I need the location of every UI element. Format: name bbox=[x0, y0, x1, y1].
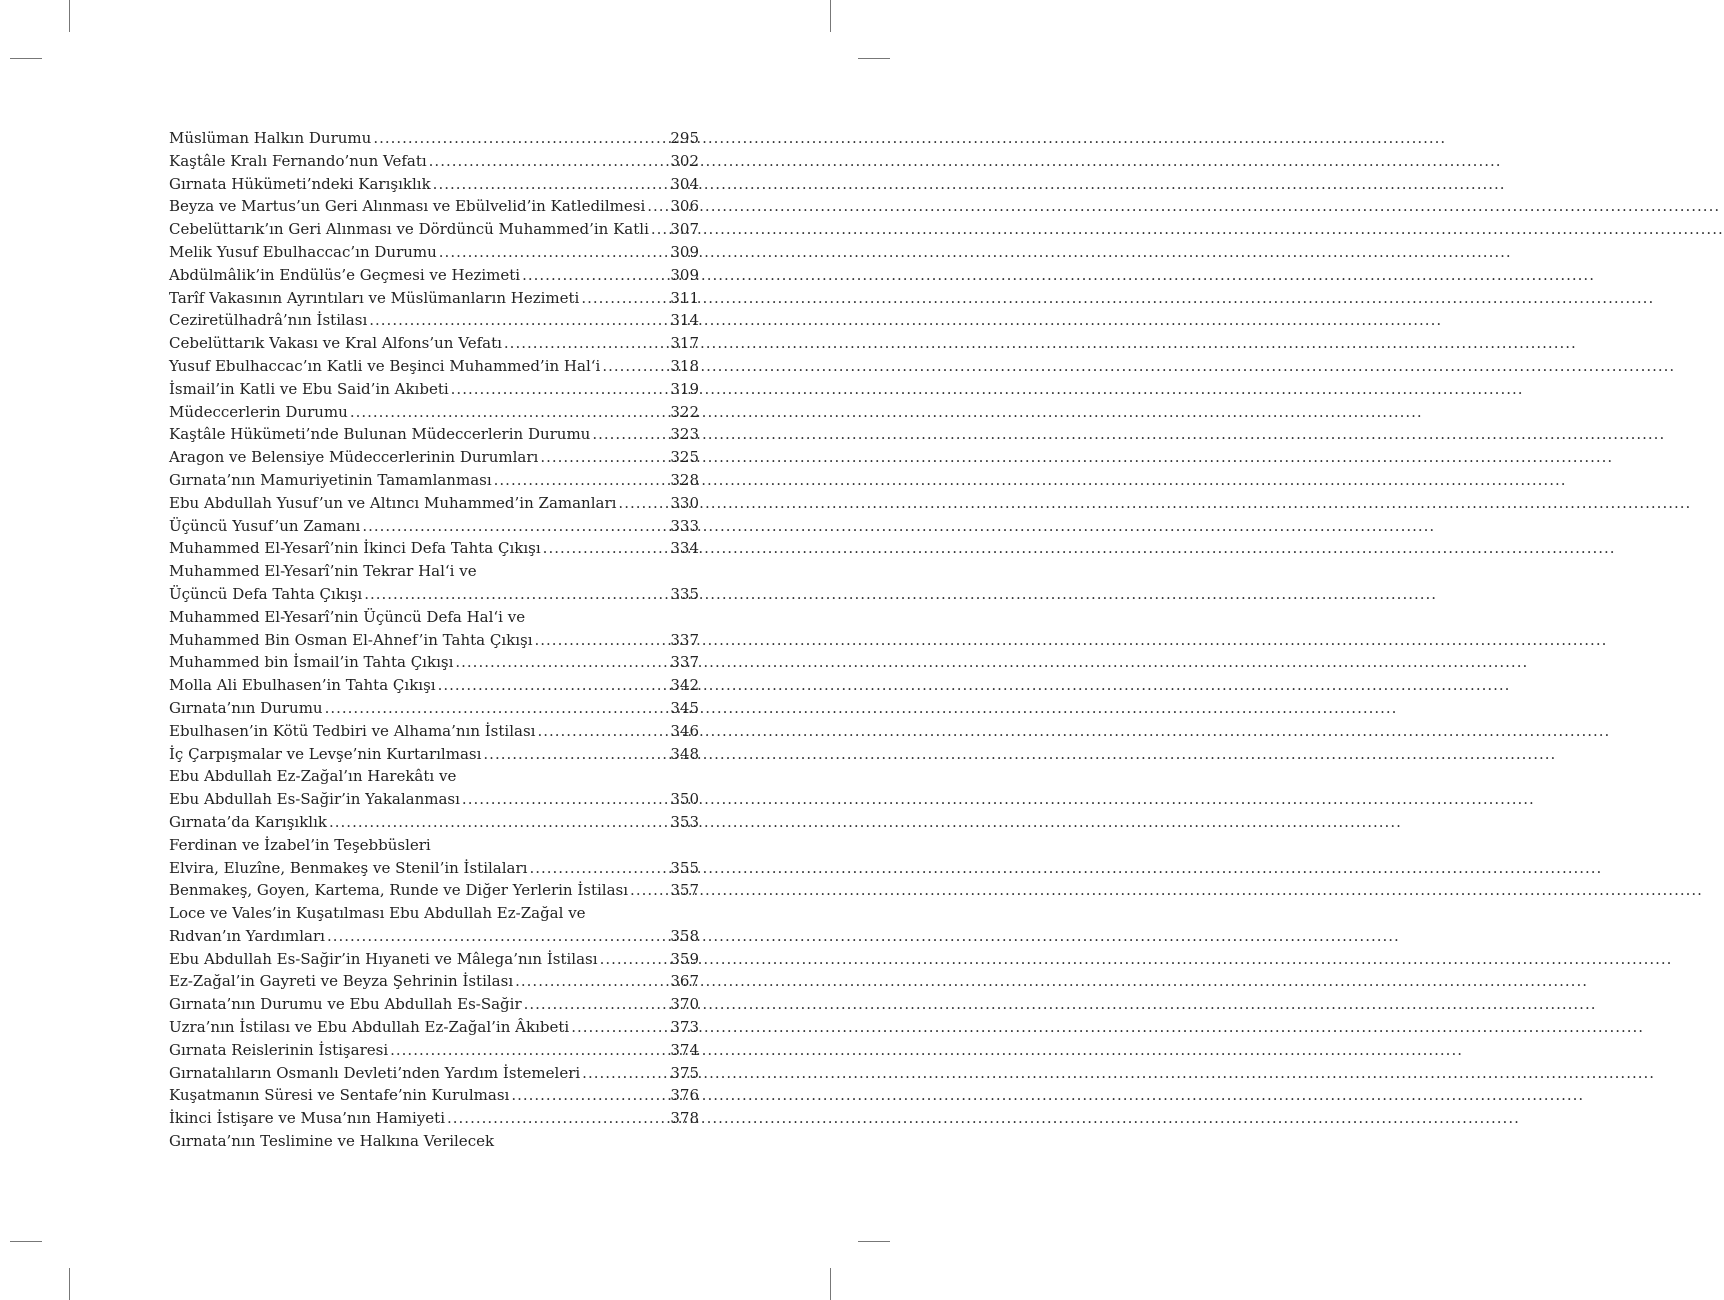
toc-entry-title: Gırnata’nın Durumu ve Ebu Abdullah Es-Sağir bbox=[169, 995, 522, 1014]
toc-entry-page: 353 bbox=[670, 812, 699, 831]
dot-leader bbox=[369, 309, 668, 332]
toc-entry bbox=[169, 879, 699, 902]
toc-entry bbox=[169, 423, 699, 446]
dot-leader bbox=[540, 446, 668, 469]
toc-entry-title: Ceziretülhadrâ’nın İstilası bbox=[169, 311, 368, 330]
toc-entry bbox=[169, 309, 699, 332]
dot-leader bbox=[373, 127, 668, 150]
toc-entry bbox=[169, 902, 699, 925]
crop-mark bbox=[830, 1268, 831, 1300]
toc-entry bbox=[169, 355, 699, 378]
toc-entry-page: 333 bbox=[670, 516, 699, 535]
dot-leader bbox=[529, 857, 668, 880]
toc-entry-page: 309 bbox=[670, 265, 699, 284]
toc-entry-title: Abdülmâlik’in Endülüs’e Geçmesi ve Hezimeti bbox=[169, 265, 521, 284]
toc-entry-title: İsmail’in Katli ve Ebu Said’in Akıbeti bbox=[169, 379, 449, 398]
dot-leader bbox=[429, 150, 669, 173]
toc-entry-page: 318 bbox=[670, 356, 699, 375]
toc-entry-page: 345 bbox=[670, 698, 699, 717]
dot-leader bbox=[651, 218, 668, 241]
dot-leader bbox=[630, 879, 668, 902]
toc-entry-page: 375 bbox=[670, 1063, 699, 1082]
toc-entry-title: Gırnata’nın Durumu bbox=[169, 698, 323, 717]
toc-entry-page: 374 bbox=[670, 1040, 699, 1059]
toc-entry bbox=[169, 492, 699, 515]
toc-entry-page: 378 bbox=[670, 1109, 699, 1128]
toc-entry bbox=[169, 401, 699, 424]
toc-entry-page: 337 bbox=[670, 653, 699, 672]
toc-entry bbox=[169, 332, 699, 355]
dot-leader bbox=[439, 241, 669, 264]
toc-entry bbox=[169, 264, 699, 287]
toc-entry-title: Gırnata Reislerinin İstişaresi bbox=[169, 1040, 389, 1059]
toc-entry-page: 295 bbox=[670, 129, 699, 147]
toc-entry bbox=[169, 537, 699, 560]
toc-entry bbox=[169, 674, 699, 697]
toc-entry-title: Ferdinan ve İzabel’in Teşebbüsleri bbox=[169, 835, 431, 854]
toc-entry-page: 319 bbox=[670, 379, 699, 398]
toc-entry bbox=[169, 834, 699, 857]
toc-entry bbox=[169, 469, 699, 492]
toc-entry bbox=[169, 857, 699, 880]
dot-leader bbox=[451, 378, 669, 401]
dot-leader bbox=[543, 537, 669, 560]
dot-leader bbox=[494, 469, 669, 492]
toc-entry-title: Benmakeş, Goyen, Kartema, Runde ve Diğer Yerlerin İstilası bbox=[169, 881, 629, 900]
dot-leader bbox=[350, 401, 669, 424]
dot-leader bbox=[515, 970, 668, 993]
toc-entry-page: 350 bbox=[670, 790, 699, 809]
crop-mark bbox=[10, 1241, 42, 1242]
toc-entry bbox=[169, 173, 699, 196]
toc-entry bbox=[169, 583, 699, 606]
toc-entry bbox=[169, 925, 699, 948]
dot-leader bbox=[483, 743, 668, 766]
toc-entry bbox=[169, 993, 699, 1016]
toc-entry-title: Yusuf Ebulhaccac’ın Katli ve Beşinci Muhammed’in Hal‘i bbox=[169, 356, 601, 375]
dot-leader bbox=[362, 515, 668, 538]
toc-entry-title: Müslüman Halkın Durumu bbox=[169, 129, 372, 147]
toc-entry-title: Gırnata’nın Mamuriyetinin Tamamlanması bbox=[169, 470, 492, 489]
crop-mark bbox=[858, 1241, 890, 1242]
dot-leader bbox=[438, 674, 669, 697]
toc-entry-title: İç Çarpışmalar ve Levşe’nin Kurtarılması bbox=[169, 744, 482, 763]
crop-mark bbox=[69, 0, 70, 32]
toc-entry-page: 334 bbox=[670, 539, 699, 558]
toc-entry-title: Beyza ve Martus’un Geri Alınması ve Ebülvelid’in Katledilmesi bbox=[169, 197, 646, 216]
dot-leader bbox=[329, 811, 668, 834]
toc-entry-page: 357 bbox=[670, 881, 699, 900]
toc-entry-title: Ebu Abdullah Yusuf’un ve Altıncı Muhammed’in Zamanları bbox=[169, 493, 617, 512]
toc-entry bbox=[169, 697, 699, 720]
dot-leader bbox=[504, 332, 668, 355]
toc-entry-title: Ebu Abdullah Es-Sağir’in Yakalanması bbox=[169, 790, 460, 809]
toc-entry bbox=[169, 218, 699, 241]
toc-entry-title: Müdeccerlerin Durumu bbox=[169, 402, 348, 421]
dot-leader bbox=[524, 993, 669, 1016]
toc-entry bbox=[169, 970, 699, 993]
toc-entry bbox=[169, 127, 699, 150]
toc-entry-page: 307 bbox=[670, 220, 699, 239]
toc-entry-page: 355 bbox=[670, 858, 699, 877]
toc-entry-title: Elvira, Eluzîne, Benmakeş ve Stenil’in İstilaları bbox=[169, 858, 528, 877]
dot-leader bbox=[647, 195, 668, 218]
dot-leader bbox=[447, 1107, 668, 1130]
dot-leader bbox=[581, 287, 668, 310]
toc-entry-page: 325 bbox=[670, 448, 699, 467]
toc-entry-title: Muhammed El-Yesarî’nin İkinci Defa Tahta Çıkışı bbox=[169, 539, 541, 558]
toc-entry-page: 346 bbox=[670, 721, 699, 740]
toc-entry-page: 373 bbox=[670, 1018, 699, 1037]
dot-leader bbox=[455, 651, 668, 674]
dot-leader bbox=[327, 925, 668, 948]
toc-entry-page: 342 bbox=[670, 676, 699, 695]
toc-entry bbox=[169, 241, 699, 264]
toc-entry bbox=[169, 743, 699, 766]
dot-leader bbox=[592, 423, 668, 446]
toc-entry-title: Muhammed Bin Osman El-Ahnef’in Tahta Çıkışı bbox=[169, 630, 533, 649]
toc-entry-page: 376 bbox=[670, 1086, 699, 1105]
crop-mark bbox=[69, 1268, 70, 1300]
toc-entry-title: Rıdvan’ın Yardımları bbox=[169, 926, 325, 945]
toc-entry-title: Melik Yusuf Ebulhaccac’ın Durumu bbox=[169, 242, 437, 261]
toc-entry-title: Cebelüttarık Vakası ve Kral Alfons’un Vefatı bbox=[169, 334, 502, 353]
crop-mark bbox=[858, 58, 890, 59]
toc-entry-page: 328 bbox=[670, 470, 699, 489]
toc-entry-page: 348 bbox=[670, 744, 699, 763]
dot-leader bbox=[390, 1039, 668, 1062]
dot-leader bbox=[618, 492, 668, 515]
toc-entry bbox=[169, 446, 699, 469]
dot-leader bbox=[600, 948, 669, 971]
toc-entry-page: 306 bbox=[670, 197, 699, 216]
toc-entry-page: 367 bbox=[670, 972, 699, 991]
toc-entry bbox=[169, 195, 699, 218]
toc-entry-title: Ebu Abdullah Es-Sağir’in Hıyaneti ve Mâlega’nın İstilası bbox=[169, 949, 598, 968]
toc-entry bbox=[169, 378, 699, 401]
toc-entry-page: 302 bbox=[670, 151, 699, 170]
toc-entry-title: İkinci İstişare ve Musa’nın Hamiyeti bbox=[169, 1109, 445, 1128]
toc-entry bbox=[169, 606, 699, 629]
toc-entry-title: Uzra’nın İstilası ve Ebu Abdullah Ez-Zağal’in Âkıbeti bbox=[169, 1018, 570, 1037]
toc-entry-title: Muhammed El-Yesarî’nin Tekrar Hal‘i ve bbox=[169, 562, 477, 581]
toc-entry bbox=[169, 720, 699, 743]
dot-leader bbox=[537, 720, 668, 743]
toc-entry-page: 323 bbox=[670, 425, 699, 444]
dot-leader bbox=[535, 629, 669, 652]
toc-entry bbox=[169, 1016, 699, 1039]
toc-entry-title: Ez-Zağal’in Gayreti ve Beyza Şehrinin İstilası bbox=[169, 972, 514, 991]
toc-entry-page: 317 bbox=[670, 334, 699, 353]
toc-entry-title: Aragon ve Belensiye Müdeccerlerinin Durumları bbox=[169, 448, 539, 467]
toc-entry-title: Cebelüttarık’ın Geri Alınması ve Dördüncü Muhammed’in Katli bbox=[169, 220, 649, 239]
toc-entry-title: Tarîf Vakasının Ayrıntıları ve Müslümanların Hezimeti bbox=[169, 288, 580, 307]
toc-entry-page: 335 bbox=[670, 584, 699, 603]
toc-entry-title: Üçüncü Defa Tahta Çıkışı bbox=[169, 584, 363, 603]
toc-entry bbox=[169, 651, 699, 674]
toc-entry-page: 358 bbox=[670, 926, 699, 945]
dot-leader bbox=[433, 173, 669, 196]
dot-leader bbox=[522, 264, 668, 287]
toc-entry-title: Muhammed El-Yesarî’nin Üçüncü Defa Hal‘i ve bbox=[169, 607, 526, 626]
toc-entry-title: Gırnatalıların Osmanlı Devleti’nden Yardım İstemeleri bbox=[169, 1063, 581, 1082]
toc-entry-page: 330 bbox=[670, 493, 699, 512]
toc-entry-page: 337 bbox=[670, 630, 699, 649]
toc-entry bbox=[169, 1107, 699, 1130]
dot-leader bbox=[582, 1062, 668, 1085]
toc-entry-title: Gırnata Hükümeti’ndeki Karışıklık bbox=[169, 174, 431, 193]
toc-entry-page: 311 bbox=[670, 288, 699, 307]
toc-entry-page: 304 bbox=[670, 174, 699, 193]
toc-entry-page: 370 bbox=[670, 995, 699, 1014]
dot-leader bbox=[325, 697, 669, 720]
toc-entry-title: Kaştâle Kralı Fernando’nun Vefatı bbox=[169, 151, 427, 170]
toc-entry bbox=[169, 811, 699, 834]
toc-entry-title: Gırnata’da Karışıklık bbox=[169, 812, 327, 831]
toc-entry bbox=[169, 515, 699, 538]
toc-entry-title: Molla Ali Ebulhasen’in Tahta Çıkışı bbox=[169, 676, 436, 695]
toc-entry-title: Gırnata’nın Teslimine ve Halkına Verilecek bbox=[169, 1132, 495, 1151]
dot-leader bbox=[571, 1016, 668, 1039]
toc-entry-page: 309 bbox=[670, 242, 699, 261]
toc-entry-title: Ebu Abdullah Ez-Zağal’ın Harekâtı ve bbox=[169, 767, 457, 786]
toc-entry-page: 314 bbox=[670, 311, 699, 330]
dot-leader bbox=[511, 1084, 668, 1107]
crop-mark bbox=[830, 0, 831, 32]
toc-entry bbox=[169, 765, 699, 788]
toc-entry-title: Loce ve Vales’in Kuşatılması Ebu Abdullah Ez-Zağal ve bbox=[169, 904, 586, 923]
toc-entry bbox=[169, 287, 699, 310]
dot-leader bbox=[602, 355, 668, 378]
toc-entry bbox=[169, 1084, 699, 1107]
toc-entry-page: 322 bbox=[670, 402, 699, 421]
toc-entry-title: Üçüncü Yusuf’un Zamanı bbox=[169, 516, 361, 535]
table-of-contents bbox=[169, 127, 699, 1153]
toc-entry bbox=[169, 1130, 699, 1153]
toc-entry-page: 359 bbox=[670, 949, 699, 968]
toc-entry-title: Muhammed bin İsmail’in Tahta Çıkışı bbox=[169, 653, 454, 672]
dot-leader bbox=[462, 788, 668, 811]
toc-entry bbox=[169, 1062, 699, 1085]
toc-entry bbox=[169, 629, 699, 652]
toc-entry bbox=[169, 150, 699, 173]
toc-entry bbox=[169, 560, 699, 583]
toc-entry-title: Kaştâle Hükümeti’nde Bulunan Müdeccerlerin Durumu bbox=[169, 425, 591, 444]
toc-entry bbox=[169, 948, 699, 971]
toc-entry bbox=[169, 788, 699, 811]
toc-entry-title: Ebulhasen’in Kötü Tedbiri ve Alhama’nın İstilası bbox=[169, 721, 536, 740]
toc-entry-title: Kuşatmanın Süresi ve Sentafe’nin Kurulması bbox=[169, 1086, 510, 1105]
dot-leader bbox=[364, 583, 668, 606]
crop-mark bbox=[10, 58, 42, 59]
toc-entry bbox=[169, 1039, 699, 1062]
